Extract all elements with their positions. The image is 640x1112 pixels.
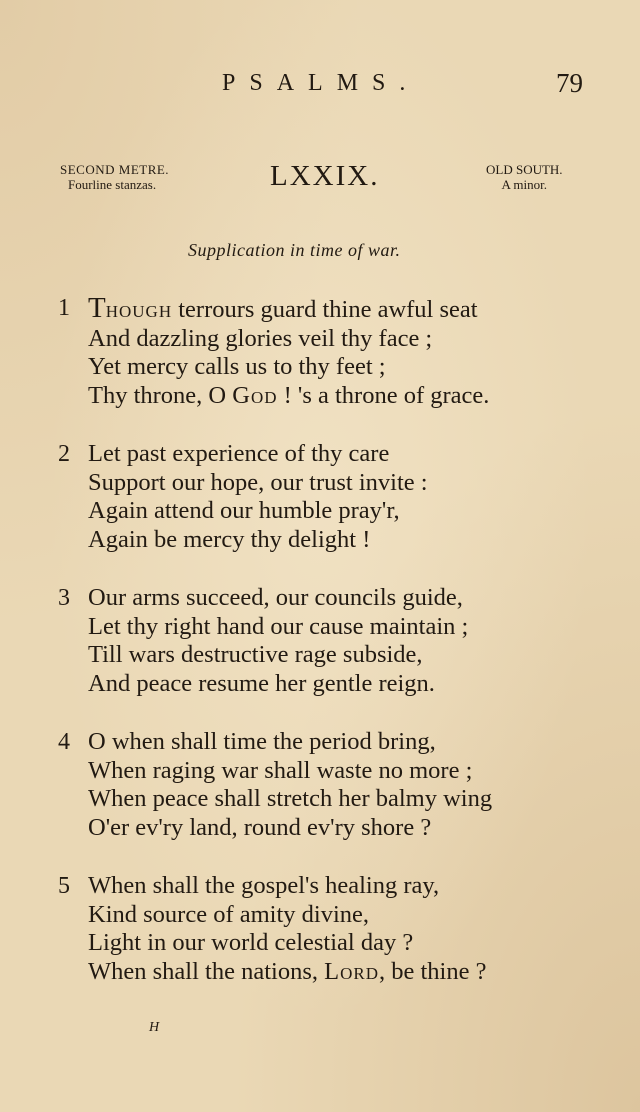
stanza-5 — [58, 872, 618, 986]
stanza-lines — [88, 872, 618, 986]
stanza-lines — [88, 584, 618, 698]
stanza-list — [58, 294, 618, 1016]
stanza-number: 4 — [58, 729, 70, 755]
verse-line: When raging war shall waste no more ; — [88, 756, 473, 784]
psalm-number: LXXIX. — [270, 160, 380, 192]
stanza-lines — [88, 728, 618, 842]
verse-line: And dazzling glories veil thy face ; — [88, 324, 433, 352]
initial-capital: T — [88, 292, 106, 324]
verse-text: Thy throne, O — [88, 381, 233, 409]
psalm-subtitle: Supplication in time of war. — [188, 240, 401, 260]
verse-line: Kind source of amity divine, — [88, 900, 370, 928]
verse-line: O'er ev'ry land, round ev'ry shore ? — [88, 813, 432, 841]
stanza-1 — [58, 294, 618, 410]
verse-line: Again attend our humble pray'r, — [88, 497, 400, 524]
tune-name: OLD SOUTH. — [486, 162, 563, 177]
stanza-lines — [88, 440, 618, 554]
verse-line: O when shall time the period bring, — [88, 728, 436, 755]
stanza-3 — [58, 584, 618, 698]
stanza-number: 2 — [58, 441, 70, 467]
verse-line: And peace resume her gentle reign. — [88, 669, 435, 697]
stanza-lines — [88, 294, 618, 410]
tune-key: A minor. — [501, 177, 548, 192]
small-caps-word: God — [232, 381, 278, 409]
running-head: PSALMS. — [222, 70, 420, 96]
verse-line: Yet mercy calls us to thy feet ; — [88, 353, 386, 380]
verse-line: When shall the gospel's healing ray, — [88, 872, 440, 899]
verse-line: Let past experience of thy care — [88, 440, 390, 467]
stanza-4 — [58, 728, 618, 842]
metre-info — [60, 162, 169, 192]
stanza-number: 5 — [58, 873, 70, 899]
verse-text: When shall the nations, — [88, 957, 325, 985]
stanza-number: 3 — [58, 585, 70, 611]
tune-info — [486, 162, 563, 192]
verse-line: Our arms succeed, our councils guide, — [88, 584, 463, 611]
small-caps-word: hough — [105, 296, 173, 323]
verse-line: Support our hope, our trust invite : — [88, 468, 428, 496]
verse-line — [88, 958, 618, 987]
small-caps-word: Lord — [324, 957, 379, 985]
stanza-2 — [58, 440, 618, 554]
verse-line: Let thy right hand our cause maintain ; — [88, 612, 469, 640]
signature-mark: H — [149, 1020, 160, 1035]
page-number: 79 — [556, 68, 583, 98]
stanza-form-label: Fourline stanzas. — [68, 177, 157, 192]
metre-label: SECOND METRE. — [60, 162, 170, 177]
stanza-number: 1 — [58, 295, 70, 321]
verse-line: Light in our world celestial day ? — [88, 929, 414, 956]
verse-line — [88, 382, 618, 411]
verse-text: ! 's a throne of grace. — [277, 381, 490, 409]
verse-line — [88, 294, 618, 325]
verse-text: terrours guard thine awful seat — [172, 296, 478, 323]
verse-line: Till wars destructive rage subside, — [88, 641, 423, 668]
verse-line: When peace shall stretch her balmy wing — [88, 785, 493, 812]
verse-text: , be thine ? — [378, 957, 487, 985]
verse-line: Again be mercy thy delight ! — [88, 525, 371, 553]
